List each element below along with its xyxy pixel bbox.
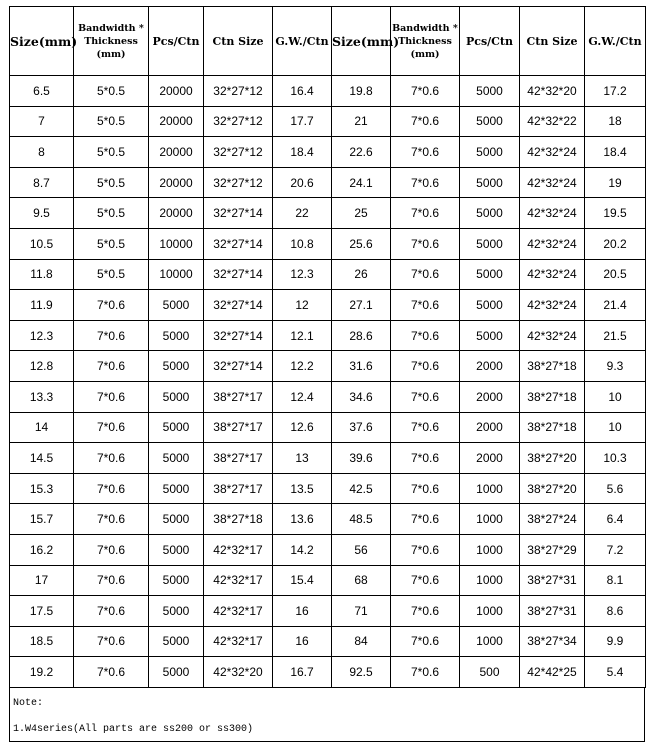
table-cell: 7*0.6	[74, 443, 149, 474]
table-cell: 7*0.6	[391, 443, 460, 474]
table-cell: 7*0.6	[391, 381, 460, 412]
table-cell: 16.2	[10, 534, 74, 565]
header-pcs-ctn: Pcs/Ctn	[460, 7, 520, 76]
table-cell: 5000	[149, 351, 204, 382]
table-cell: 7*0.6	[391, 76, 460, 107]
table-cell: 17.5	[10, 596, 74, 627]
table-row	[10, 657, 646, 688]
table-cell: 18.4	[585, 137, 646, 168]
table-cell: 13.5	[273, 473, 332, 504]
table-cell: 7*0.6	[74, 473, 149, 504]
header-gw-ctn: G.W./Ctn	[585, 7, 646, 76]
table-row	[10, 443, 646, 474]
table-row	[10, 565, 646, 596]
table-cell: 9.5	[10, 198, 74, 229]
table-cell: 38*27*17	[204, 443, 273, 474]
note-line: 1.W4series(All parts are ss200 or ss300)	[13, 723, 254, 735]
table-cell: 5000	[460, 228, 520, 259]
table-row	[10, 167, 646, 198]
table-cell: 6.5	[10, 76, 74, 107]
table-cell: 42.5	[332, 473, 391, 504]
table-cell: 7*0.6	[391, 290, 460, 321]
table-row	[10, 106, 646, 137]
table-cell: 48.5	[332, 504, 391, 535]
table-cell: 11.8	[10, 259, 74, 290]
table-cell: 8	[10, 137, 74, 168]
table-row	[10, 473, 646, 504]
table-cell: 21.5	[585, 320, 646, 351]
table-cell: 84	[332, 626, 391, 657]
table-cell: 38*27*34	[520, 626, 585, 657]
table-cell: 7*0.6	[74, 320, 149, 351]
table-cell: 5000	[460, 259, 520, 290]
table-cell: 5*0.5	[74, 228, 149, 259]
table-cell: 31.6	[332, 351, 391, 382]
table-cell: 42*42*25	[520, 657, 585, 688]
table-row	[10, 228, 646, 259]
table-cell: 5000	[460, 137, 520, 168]
table-cell: 20000	[149, 167, 204, 198]
table-cell: 20000	[149, 106, 204, 137]
table-cell: 7*0.6	[74, 534, 149, 565]
table-row	[10, 137, 646, 168]
table-cell: 7*0.6	[74, 626, 149, 657]
table-row	[10, 351, 646, 382]
table-cell: 32*27*14	[204, 320, 273, 351]
header-pcs-ctn: Pcs/Ctn	[149, 7, 204, 76]
table-row	[10, 76, 646, 107]
table-cell: 5000	[460, 290, 520, 321]
table-cell: 16.7	[273, 657, 332, 688]
table-cell: 18.5	[10, 626, 74, 657]
table-cell: 21	[332, 106, 391, 137]
table-cell: 20000	[149, 76, 204, 107]
table-cell: 42*32*24	[520, 228, 585, 259]
table-cell: 16	[273, 626, 332, 657]
table-cell: 12.8	[10, 351, 74, 382]
table-cell: 42*32*22	[520, 106, 585, 137]
table-row	[10, 320, 646, 351]
table-cell: 22	[273, 198, 332, 229]
table-cell: 20000	[149, 137, 204, 168]
table-cell: 7*0.6	[391, 259, 460, 290]
table-cell: 92.5	[332, 657, 391, 688]
table-cell: 1000	[460, 565, 520, 596]
table-cell: 5000	[460, 106, 520, 137]
table-cell: 16	[273, 596, 332, 627]
table-cell: 7*0.6	[391, 198, 460, 229]
table-cell: 5000	[149, 504, 204, 535]
table-cell: 19.2	[10, 657, 74, 688]
table-cell: 10000	[149, 228, 204, 259]
table-cell: 42*32*17	[204, 565, 273, 596]
table-cell: 10	[585, 381, 646, 412]
table-cell: 13.6	[273, 504, 332, 535]
table-cell: 8.1	[585, 565, 646, 596]
table-row	[10, 504, 646, 535]
table-cell: 1000	[460, 473, 520, 504]
table-cell: 32*27*12	[204, 137, 273, 168]
table-cell: 5*0.5	[74, 259, 149, 290]
table-cell: 34.6	[332, 381, 391, 412]
table-cell: 38*27*17	[204, 412, 273, 443]
table-cell: 5000	[149, 412, 204, 443]
table-cell: 5.4	[585, 657, 646, 688]
table-row	[10, 198, 646, 229]
table-cell: 42*32*24	[520, 259, 585, 290]
table-cell: 13.3	[10, 381, 74, 412]
table-cell: 32*27*12	[204, 167, 273, 198]
table-cell: 10.5	[10, 228, 74, 259]
header-ctn-size: Ctn Size	[520, 7, 585, 76]
table-cell: 32*27*14	[204, 228, 273, 259]
table-cell: 15.4	[273, 565, 332, 596]
header-size: Size(mm)	[10, 7, 74, 76]
table-cell: 14.2	[273, 534, 332, 565]
table-cell: 42*32*17	[204, 596, 273, 627]
table-row	[10, 259, 646, 290]
table-cell: 1000	[460, 504, 520, 535]
table-cell: 68	[332, 565, 391, 596]
spec-table	[9, 6, 646, 688]
table-cell: 5000	[149, 626, 204, 657]
table-cell: 12.3	[10, 320, 74, 351]
table-cell: 7*0.6	[391, 626, 460, 657]
table-cell: 38*27*17	[204, 473, 273, 504]
table-cell: 38*27*31	[520, 596, 585, 627]
table-cell: 7*0.6	[74, 412, 149, 443]
table-cell: 5*0.5	[74, 198, 149, 229]
table-cell: 9.9	[585, 626, 646, 657]
table-cell: 7*0.6	[391, 473, 460, 504]
table-cell: 7*0.6	[391, 596, 460, 627]
table-cell: 7.2	[585, 534, 646, 565]
table-cell: 38*27*24	[520, 504, 585, 535]
table-cell: 25.6	[332, 228, 391, 259]
header-gw-ctn: G.W./Ctn	[273, 7, 332, 76]
table-cell: 8.7	[10, 167, 74, 198]
table-cell: 1000	[460, 596, 520, 627]
table-cell: 7*0.6	[391, 565, 460, 596]
table-cell: 12.1	[273, 320, 332, 351]
table-cell: 12.2	[273, 351, 332, 382]
table-cell: 38*27*20	[520, 443, 585, 474]
table-cell: 37.6	[332, 412, 391, 443]
table-cell: 7*0.6	[391, 534, 460, 565]
table-cell: 5000	[149, 473, 204, 504]
notes-section	[9, 688, 645, 742]
table-cell: 20.5	[585, 259, 646, 290]
table-body	[10, 76, 646, 688]
table-cell: 14	[10, 412, 74, 443]
table-cell: 1000	[460, 626, 520, 657]
table-cell: 7*0.6	[391, 412, 460, 443]
table-cell: 38*27*18	[520, 381, 585, 412]
table-cell: 7*0.6	[74, 351, 149, 382]
table-row	[10, 290, 646, 321]
table-cell: 17	[10, 565, 74, 596]
table-cell: 42*32*24	[520, 290, 585, 321]
table-cell: 7*0.6	[74, 657, 149, 688]
table-cell: 39.6	[332, 443, 391, 474]
table-cell: 22.6	[332, 137, 391, 168]
table-cell: 10000	[149, 259, 204, 290]
table-cell: 25	[332, 198, 391, 229]
table-cell: 2000	[460, 351, 520, 382]
table-cell: 12.4	[273, 381, 332, 412]
table-cell: 15.7	[10, 504, 74, 535]
table-cell: 32*27*12	[204, 106, 273, 137]
header-size: Size(mm)	[332, 7, 391, 76]
table-cell: 19	[585, 167, 646, 198]
table-cell: 27.1	[332, 290, 391, 321]
table-cell: 7*0.6	[74, 381, 149, 412]
table-cell: 38*27*29	[520, 534, 585, 565]
note-label: Note:	[13, 697, 44, 709]
table-cell: 21.4	[585, 290, 646, 321]
table-cell: 18	[585, 106, 646, 137]
table-cell: 7*0.6	[74, 596, 149, 627]
table-cell: 71	[332, 596, 391, 627]
table-cell: 9.3	[585, 351, 646, 382]
table-cell: 5000	[460, 198, 520, 229]
table-cell: 7*0.6	[391, 137, 460, 168]
table-cell: 5*0.5	[74, 167, 149, 198]
table-cell: 8.6	[585, 596, 646, 627]
table-cell: 18.4	[273, 137, 332, 168]
table-cell: 15.3	[10, 473, 74, 504]
table-cell: 7*0.6	[391, 106, 460, 137]
table-cell: 5000	[149, 443, 204, 474]
table-cell: 20.2	[585, 228, 646, 259]
table-cell: 13	[273, 443, 332, 474]
table-cell: 38*27*18	[520, 412, 585, 443]
table-cell: 16.4	[273, 76, 332, 107]
table-cell: 38*27*18	[520, 351, 585, 382]
table-cell: 42*32*24	[520, 320, 585, 351]
table-cell: 7*0.6	[391, 657, 460, 688]
table-cell: 7	[10, 106, 74, 137]
table-row	[10, 596, 646, 627]
table-cell: 38*27*31	[520, 565, 585, 596]
table-cell: 5000	[149, 290, 204, 321]
table-cell: 42*32*17	[204, 534, 273, 565]
table-cell: 5*0.5	[74, 106, 149, 137]
table-cell: 5000	[149, 565, 204, 596]
table-row	[10, 626, 646, 657]
table-cell: 10	[585, 412, 646, 443]
table-cell: 7*0.6	[391, 351, 460, 382]
table-cell: 5000	[149, 320, 204, 351]
table-cell: 17.2	[585, 76, 646, 107]
table-cell: 12	[273, 290, 332, 321]
table-cell: 1000	[460, 534, 520, 565]
table-cell: 32*27*14	[204, 198, 273, 229]
table-cell: 28.6	[332, 320, 391, 351]
table-cell: 42*32*17	[204, 626, 273, 657]
header-bandwidth-thickness: Bandwidth * Thickness (mm)	[391, 7, 460, 76]
table-cell: 17.7	[273, 106, 332, 137]
table-cell: 10.8	[273, 228, 332, 259]
table-cell: 38*27*17	[204, 381, 273, 412]
table-cell: 500	[460, 657, 520, 688]
header-row	[10, 7, 646, 76]
table-cell: 19.8	[332, 76, 391, 107]
table-cell: 5000	[149, 381, 204, 412]
table-cell: 7*0.6	[391, 228, 460, 259]
table-cell: 14.5	[10, 443, 74, 474]
table-cell: 5000	[149, 596, 204, 627]
header-bandwidth-thickness: Bandwidth * Thickness (mm)	[74, 7, 149, 76]
table-cell: 7*0.6	[74, 504, 149, 535]
table-cell: 42*32*20	[204, 657, 273, 688]
table-cell: 26	[332, 259, 391, 290]
table-cell: 12.6	[273, 412, 332, 443]
table-cell: 5000	[460, 320, 520, 351]
spec-sheet	[9, 6, 645, 742]
table-cell: 7*0.6	[391, 504, 460, 535]
table-cell: 32*27*14	[204, 290, 273, 321]
table-cell: 6.4	[585, 504, 646, 535]
table-cell: 32*27*14	[204, 351, 273, 382]
table-row	[10, 534, 646, 565]
table-cell: 11.9	[10, 290, 74, 321]
table-cell: 5000	[149, 657, 204, 688]
table-cell: 32*27*12	[204, 76, 273, 107]
table-cell: 42*32*24	[520, 198, 585, 229]
table-cell: 5*0.5	[74, 76, 149, 107]
table-cell: 7*0.6	[74, 565, 149, 596]
table-cell: 56	[332, 534, 391, 565]
table-cell: 2000	[460, 381, 520, 412]
table-cell: 20.6	[273, 167, 332, 198]
table-cell: 5000	[460, 167, 520, 198]
table-cell: 5.6	[585, 473, 646, 504]
table-cell: 2000	[460, 412, 520, 443]
table-cell: 38*27*20	[520, 473, 585, 504]
table-cell: 20000	[149, 198, 204, 229]
table-cell: 5000	[460, 76, 520, 107]
table-cell: 7*0.6	[74, 290, 149, 321]
table-cell: 5000	[149, 534, 204, 565]
table-cell: 24.1	[332, 167, 391, 198]
table-cell: 42*32*24	[520, 167, 585, 198]
table-cell: 19.5	[585, 198, 646, 229]
table-cell: 10.3	[585, 443, 646, 474]
table-cell: 2000	[460, 443, 520, 474]
table-cell: 7*0.6	[391, 320, 460, 351]
table-row	[10, 412, 646, 443]
table-cell: 5*0.5	[74, 137, 149, 168]
table-cell: 32*27*14	[204, 259, 273, 290]
table-cell: 12.3	[273, 259, 332, 290]
table-cell: 7*0.6	[391, 167, 460, 198]
header-ctn-size: Ctn Size	[204, 7, 273, 76]
table-row	[10, 381, 646, 412]
table-cell: 38*27*18	[204, 504, 273, 535]
table-cell: 42*32*20	[520, 76, 585, 107]
table-cell: 42*32*24	[520, 137, 585, 168]
